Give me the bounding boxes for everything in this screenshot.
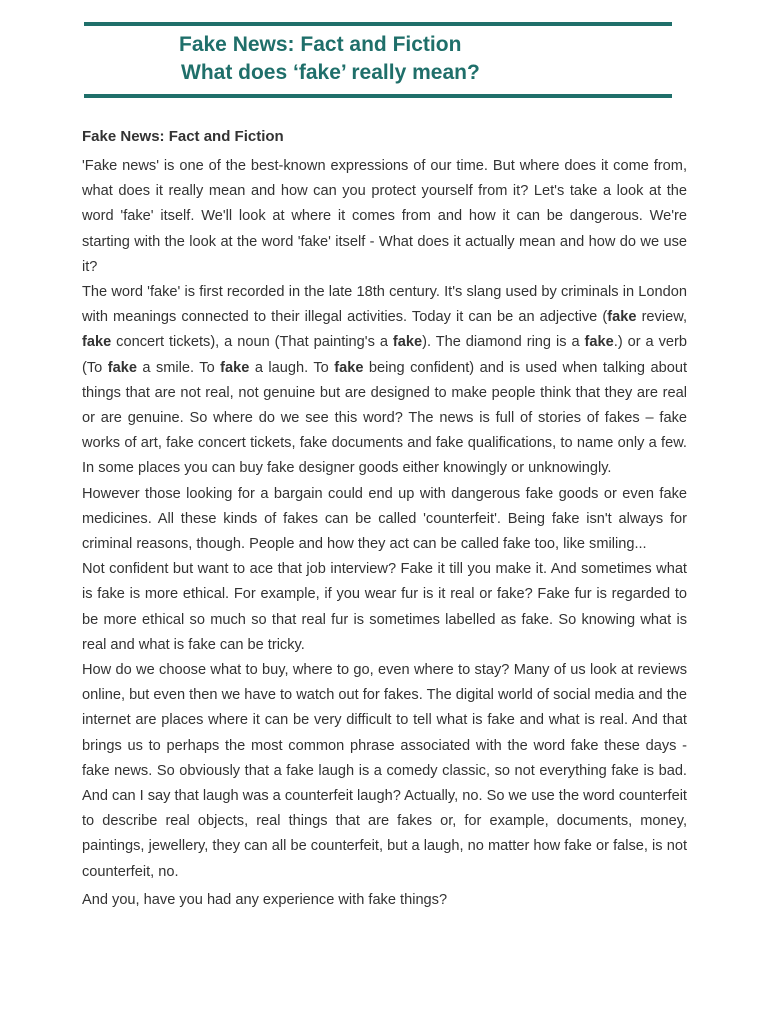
paragraph-2 <box>82 280 687 482</box>
text-run: ). The diamond ring is a <box>422 334 585 351</box>
text-run: being confident) and is used when talking about things that are not real, not genuine but are designed to make people think that they are real or are genuine. So where do we see this word? The news is full of stories of fakes – fake works of art, fake concert tickets, fake documents and fake qualifications, to name only a few. In some places you can buy fake designer goods either knowingly or unknowingly. <box>82 359 688 477</box>
header-bottom-rule <box>84 94 672 98</box>
page-subtitle: What does ‘fake’ really mean? <box>181 61 480 84</box>
bold-word: fake <box>82 334 112 351</box>
paragraph-6: And you, have you had any experience with fake things? <box>82 891 448 908</box>
text-run: review, <box>636 309 687 326</box>
bold-word: fake <box>392 334 423 351</box>
paragraph-5: How do we choose what to buy, where to go, even where to stay? Many of us look at reviews online, but even then we have to watch out for fakes. The digital world of social media and the internet are places where it can be very difficult to tell what is fake and what is real. And that brings us to perhaps the most common phrase associated with the word fake these days - fake news. So obviously that a fake laugh is a comedy classic, so not everything fake is bad. And can I say that laugh was a counterfeit laugh? Actually, no. So we use the word counterfeit to describe real objects, real things that are fakes or, for example, documents, money, paintings, jewellery, they can all be counterfeit, but a laugh, no matter how fake or false, is not counterfeit, no. <box>82 662 687 880</box>
bold-word: fake <box>107 359 137 376</box>
text-run: concert tickets), a noun (That painting's a <box>111 334 393 351</box>
article-heading: Fake News: Fact and Fiction <box>82 128 284 145</box>
header-top-rule <box>84 22 672 26</box>
bold-word: fake <box>334 359 364 376</box>
paragraph-4: Not confident but want to ace that job interview? Fake it till you make it. And sometimes what is fake is more ethical. For example, if you wear fur is it real or fake? Fake fur is regarded to be more ethical so much so that real fur is sometimes labelled as fake. So knowing what is real and what is fake can be tricky. <box>82 561 687 653</box>
article-body <box>82 125 687 913</box>
page-title: Fake News: Fact and Fiction <box>179 33 462 56</box>
paragraph-3: However those looking for a bargain could end up with dangerous fake goods or even fake medicines. All these kinds of fakes can be called 'counterfeit'. Being fake isn't always for criminal reasons, though. People and how they act can be called fake too, like smiling... <box>82 485 687 553</box>
text-run: a smile. To <box>136 359 221 376</box>
text-run: a laugh. To <box>249 359 335 376</box>
text-run: .) or a verb (To <box>82 334 687 376</box>
bold-word: fake <box>220 359 250 376</box>
bold-word: fake <box>607 309 637 326</box>
bold-word: fake <box>584 334 614 351</box>
text-run: The word 'fake' is first recorded in the late 18th century. It's slang used by criminals in London with meanings connected to their illegal activities. Today it can be an adjective ( <box>82 284 687 326</box>
title-block <box>179 31 480 87</box>
paragraph-1: 'Fake news' is one of the best-known expressions of our time. But where does it come from, what does it really mean and how can you protect yourself from it? Let's take a look at the word 'fake' itself. We'll look at where it comes from and how it can be dangerous. We're starting with the look at the word 'fake' itself - What does it actually mean and how do we use it? <box>82 158 687 275</box>
